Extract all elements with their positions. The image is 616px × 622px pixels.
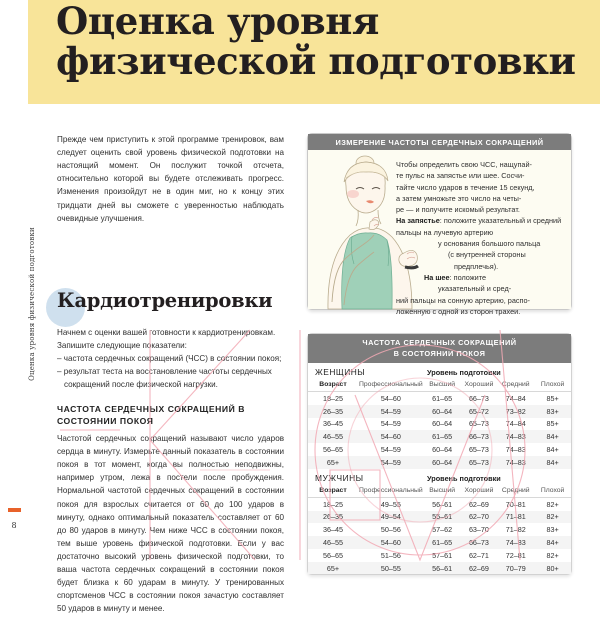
neck-line-3: ний пальцы на сонную артерию, распо- — [396, 295, 530, 305]
cell-average: 70–81 — [505, 499, 526, 509]
cell-average: 74–83 — [505, 445, 526, 455]
intro-block — [57, 133, 284, 232]
table-row — [308, 430, 571, 443]
cell-average: 74–83 — [497, 430, 534, 443]
cardio-bullet-2: – результат теста на восстановление частоты сердечных сокращений после физической нагрузки. — [57, 367, 272, 390]
running-head: Оценка уровня физической подготовки — [28, 227, 36, 381]
table-row — [308, 392, 571, 405]
col-pro-men: Профессиональный — [358, 485, 424, 498]
infobox-text — [396, 159, 562, 317]
infobox-line-1: Чтобы определить свою ЧСС, нащупай- — [396, 160, 532, 169]
cell-poor: 84+ — [534, 456, 571, 469]
infobox-line-3: тайте число ударов в течение 15 секунд, — [396, 182, 535, 192]
cell-good: 66–73 — [461, 430, 498, 443]
cardio-bullet-1: – частота сердечных сокращений (ЧСС) в состоянии покоя; — [57, 354, 282, 364]
table-row — [308, 562, 571, 575]
resting-hr-body: Частотой сердечных сокращений называют число ударов сердца в минуту. Измерьте данный показатель в состоянии покоя в тот момент, когда вы полностью неподвижны, например утром, лежа в постели после пробуждения. Нормальной частотой сердечных сокращений в состоянии покоя для взрослых считается от 60 до 100 ударов в минуту, однако оптимальный показатель составляет от 60 до 80 ударов в минуту. Чем ниже ЧСС в состоянии покоя, тем выше уровень физической подготовки. Если у вас достаточно высокий уровень физической подготовки, то ваша частота сердечных сокращений в состоянии покоя будет близка к 60 ударам в минуту. У тренированных спортсменов ЧСС в состоянии покоя зачастую составляет 50 ударов в минуту и менее. — [57, 433, 284, 614]
cell-age: 36–45 — [322, 525, 343, 535]
cell-poor: 83+ — [546, 525, 559, 535]
wrist-text: : положите указательный и средний пальцы на лучевую артерию — [396, 216, 562, 237]
cell-average: 73–82 — [497, 405, 534, 418]
table-body-men — [308, 497, 571, 574]
page-number: 8 — [11, 521, 17, 530]
cardio-intro: Начнем с оценки вашей готовности к кардиотренировкам. Запишите следующие показатели: — [57, 328, 276, 351]
cell-good: 62–71 — [468, 550, 489, 560]
cell-pro: 49–54 — [358, 511, 424, 524]
table-title-line1: ЧАСТОТА СЕРДЕЧНЫХ СОКРАЩЕНИЙ — [362, 338, 517, 347]
cell-good: 62–69 — [468, 499, 489, 509]
col-excellent-women: Высший — [424, 379, 461, 392]
cell-pro: 54–59 — [380, 419, 401, 429]
col-good-men: Хороший — [461, 485, 498, 498]
cell-pro: 54–59 — [358, 405, 424, 418]
cell-excellent: 57–62 — [432, 525, 453, 535]
cell-age: 65+ — [308, 562, 358, 575]
cell-age: 46–55 — [308, 536, 358, 549]
cell-excellent: 61–65 — [424, 536, 461, 549]
cell-average: 74–83 — [497, 536, 534, 549]
col-average-women: Средний — [497, 379, 534, 392]
infobox-body — [308, 150, 571, 316]
cell-poor: 82+ — [534, 511, 571, 524]
col-poor-men: Плохой — [534, 485, 571, 498]
level-label-women: Уровень подготовки — [427, 368, 501, 378]
cell-poor: 84+ — [534, 536, 571, 549]
neck-label: На шее — [424, 272, 450, 282]
table-row — [308, 549, 571, 562]
cell-poor: 83+ — [534, 405, 571, 418]
cardio-section — [57, 326, 284, 622]
wrist-line-4: (с внутренней стороны — [448, 250, 526, 260]
level-label-men: Уровень подготовки — [427, 473, 501, 483]
cell-age: 36–45 — [322, 419, 343, 429]
resting-hr-table-card — [307, 333, 572, 575]
table-title — [308, 334, 571, 363]
page-title-line2: физической подготовки — [56, 38, 576, 83]
col-poor-women: Плохой — [534, 379, 571, 392]
table-row — [308, 456, 571, 469]
page-title-line1: Оценка уровня — [56, 0, 379, 43]
cell-pro: 54–59 — [358, 456, 424, 469]
cell-excellent: 57–61 — [432, 550, 453, 560]
accent-marker — [8, 508, 21, 512]
cell-average: 74–84 — [505, 393, 526, 403]
table-body-women — [308, 392, 571, 469]
col-good-women: Хороший — [461, 379, 498, 392]
col-average-men: Средний — [497, 485, 534, 498]
cell-poor: 85+ — [546, 393, 559, 403]
cell-excellent: 60–64 — [424, 405, 461, 418]
section-heading-cardio: Кардиотренировки — [57, 289, 273, 312]
title-banner — [28, 0, 600, 104]
cell-excellent: 60–64 — [432, 445, 453, 455]
cell-poor: 84+ — [546, 445, 559, 455]
cell-average: 71–81 — [497, 511, 534, 524]
table-row — [308, 443, 571, 456]
wrist-instruction — [396, 215, 562, 238]
cell-excellent: 60–64 — [424, 456, 461, 469]
wrist-line-5: предплечья). — [454, 261, 499, 271]
cell-pro: 49–55 — [380, 499, 401, 509]
cell-pro: 51–56 — [380, 550, 401, 560]
cell-pro: 50–55 — [358, 562, 424, 575]
cell-excellent: 61–65 — [432, 393, 453, 403]
cell-good: 62–69 — [461, 562, 498, 575]
cell-age: 26–35 — [308, 511, 358, 524]
table-row — [308, 523, 571, 536]
table-men — [308, 485, 571, 575]
edge-tab — [0, 0, 36, 564]
measure-hr-infobox — [307, 133, 572, 316]
table-row — [308, 497, 571, 510]
cell-excellent: 56–61 — [424, 562, 461, 575]
table-header-row-men — [308, 485, 571, 498]
cell-average: 72–81 — [505, 550, 526, 560]
subheading-resting-hr: ЧАСТОТА СЕРДЕЧНЫХ СОКРАЩЕНИЙ В СОСТОЯНИИ ПОКОЯ — [57, 403, 246, 426]
cell-poor: 85+ — [546, 419, 559, 429]
cell-age: 65+ — [308, 456, 358, 469]
cell-age: 46–55 — [308, 430, 358, 443]
neck-instruction — [396, 272, 562, 283]
cell-average: 71–82 — [505, 525, 526, 535]
table-row — [308, 405, 571, 418]
table-header-row-women — [308, 379, 571, 392]
cell-age: 56–65 — [322, 445, 343, 455]
table-women — [308, 379, 571, 469]
group-name-men: МУЖЧИНЫ — [315, 472, 364, 483]
col-age-men: Возраст — [308, 485, 358, 498]
col-excellent-men: Высший — [424, 485, 461, 498]
cell-excellent: 60–64 — [432, 419, 453, 429]
cell-good: 63–70 — [468, 525, 489, 535]
cell-poor: 84+ — [534, 430, 571, 443]
cell-age: 26–35 — [308, 405, 358, 418]
table-row — [308, 511, 571, 524]
infobox-line-5: ре — и получите искомый результат. — [396, 205, 520, 215]
cell-excellent: 55–61 — [424, 511, 461, 524]
cell-pro: 54–59 — [380, 445, 401, 455]
cell-good: 66–73 — [461, 536, 498, 549]
infobox-title: ИЗМЕРЕНИЕ ЧАСТОТЫ СЕРДЕЧНЫХ СОКРАЩЕНИЙ — [308, 134, 571, 150]
cell-age: 18–25 — [322, 499, 343, 509]
cell-good: 62–70 — [461, 511, 498, 524]
cell-age: 18–25 — [322, 393, 343, 403]
page-title — [56, 2, 616, 81]
cell-good: 65–72 — [461, 405, 498, 418]
group-header-women — [308, 363, 571, 379]
neck-text: : положите — [449, 272, 487, 282]
cell-average: 74–83 — [497, 456, 534, 469]
infobox-line-2: те пульс на запястье или шее. Сосчи- — [396, 171, 525, 181]
cell-pro: 54–60 — [380, 393, 401, 403]
cell-excellent: 56–61 — [432, 499, 453, 509]
intro-paragraph: Прежде чем приступить к этой программе тренировок, вам следует оценить свой уровень физической подготовки на настоящий момент. Он послужит точкой отсчета, относительно которой вы будете отслеживать прогресс. Изменения произойдут не в один миг, но к концу этих тридцати дней вы сможете с уверенностью наблюдать очевидные улучшения. — [57, 135, 284, 223]
wrist-label: На запястье — [396, 216, 440, 226]
table-row — [308, 536, 571, 549]
cell-poor: 82+ — [546, 550, 559, 560]
group-header-men — [308, 469, 571, 485]
cell-good: 66–73 — [468, 393, 489, 403]
cell-pro: 50–56 — [380, 525, 401, 535]
cell-good: 65–73 — [468, 445, 489, 455]
cell-poor: 80+ — [534, 562, 571, 575]
neck-line-2: указательный и сред- — [438, 284, 512, 294]
col-age-women: Возраст — [308, 379, 358, 392]
table-title-line2: В СОСТОЯНИИ ПОКОЯ — [393, 348, 486, 358]
group-name-women: ЖЕНЩИНЫ — [315, 367, 366, 378]
cell-poor: 82+ — [546, 499, 559, 509]
cell-average: 70–79 — [497, 562, 534, 575]
cell-good: 65–73 — [461, 456, 498, 469]
neck-line-4: ложенную с одной из сторон трахеи. — [396, 306, 521, 316]
cell-pro: 54–60 — [358, 536, 424, 549]
cell-average: 74–84 — [505, 419, 526, 429]
cell-excellent: 61–65 — [424, 430, 461, 443]
infobox-line-4: а затем умножьте это число на четы- — [396, 193, 522, 203]
cell-pro: 54–60 — [358, 430, 424, 443]
table-row — [308, 418, 571, 431]
col-pro-women: Профессиональный — [358, 379, 424, 392]
wrist-line-3: у основания большого пальца — [438, 239, 541, 249]
cell-good: 65–73 — [468, 419, 489, 429]
cell-age: 56–65 — [322, 550, 343, 560]
